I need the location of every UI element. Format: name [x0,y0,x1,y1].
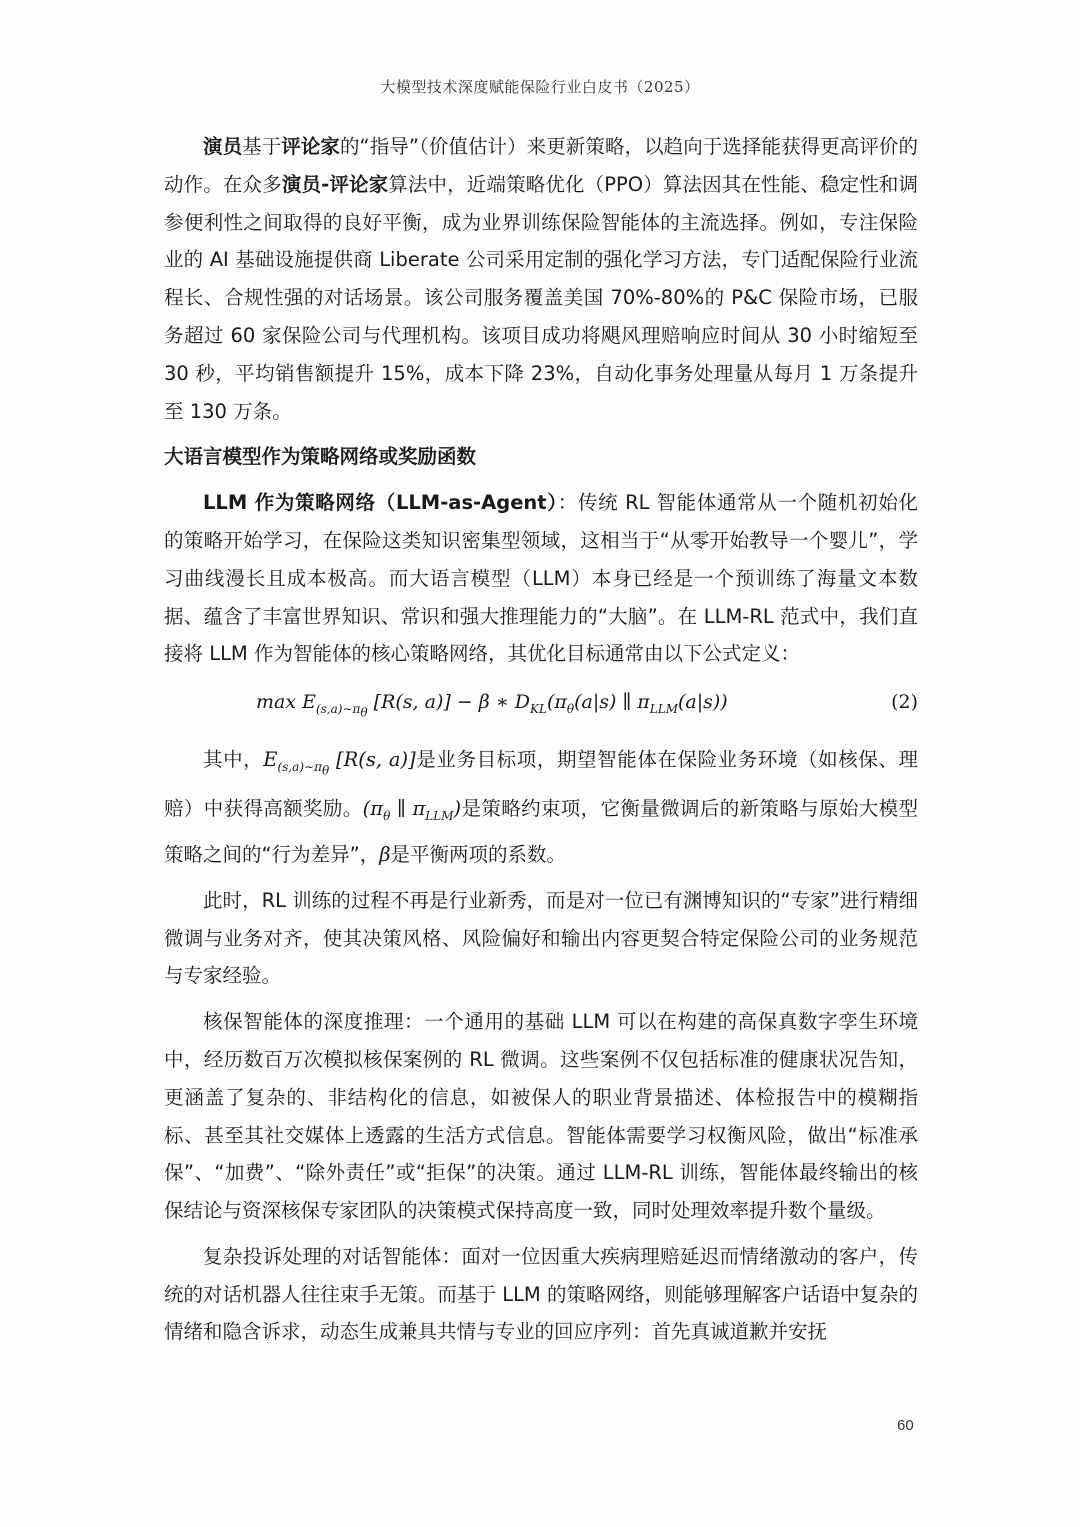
term-actor-critic: 演员-评论家 [281,172,389,196]
text: ：传统 RL 智能体通常从一个随机初始化的策略开始学习，在保险这类知识密集型领域，这相当于“从零开始教导一个婴儿”，学习曲线漫长且成本极高。而大语言模型（LLM）本身已经是一个预训练了海量文本数据、蕴含了丰富世界知识、常识和强大推理能力的“大脑”。在 LLM-RL 范式中，我们直接将 LLM 作为智能体的核心策略网络，其优化目标通常由以下公式定义： [164,491,919,666]
page-number: 60 [897,1417,914,1434]
term-llm-as-agent: LLM 作为策略网络（LLM-as-Agent） [203,491,558,515]
paragraph-expert-finetune: 此时，RL 训练的过程不再是行业新秀，而是对一位已有渊博知识的“专家”进行精细微调与业务对齐，使其决策风格、风险偏好和输出内容更契合特定保险公司的业务规范与专家经验。 [164,888,918,988]
paragraph-formula-explanation: 其中，$E_{(s,a)\sim\pi_\theta}$ [R(s, a)]是业务目标项，期望智能体在保险业务环境（如核保、理赔）中获得高额奖励。($\pi_\theta$ ∥ $\pi_{LLM}$)是策略约束项，它衡量微调后的新策略与原始大模型策略之间的“行为差异”，β是平衡两项的系数。 [164,748,918,866]
page-header: 大模型技术深度赋能保险行业白皮书（2025） [380,78,700,96]
text: 算法中，近端策略优化（PPO）算法因其在性能、稳定性和调参便利性之间取得的良好平衡，成为业界训练保险智能体的主流选择。例如，专注保险业的 AI 基础设施提供商 Liberate 公司采用定制的强化学习方法，专门适配保险行业流程长、合规性强的对话场景。该公司服务覆盖美国 70%-80%的 P&C 保险市场，已服务超过 60 家保险公司与代理机构。该项目成功将飓风理赔响应时间从 30 小时缩短至 30 秒，平均销售额提升 15%，成本下降 23%，自动化事务处理量从每月 1 万条提升至 130 万条。 [164,172,919,423]
text: 的“指导”（价值估计）来更新策略，以趋向于选择能获得更高评价的动作。在众多 [164,135,918,196]
formula-number: (2) [891,691,918,714]
paragraph-underwriting-agent: 核保智能体的深度推理：一个通用的基础 LLM 可以在构建的高保真数字孪生环境中，经历数百万次模拟核保案例的 RL 微调。这些案例不仅包括标准的健康状况告知，更涵盖了复杂的、非结构化的信息，如被保人的职业背景描述、体检报告中的模糊指标、甚至其社交媒体上透露的生活方式信息。智能体需要学习权衡风险，做出“标准承保”、“加费”、“除外责任”或“拒保”的决策。通过 LLM-RL 训练，智能体最终输出的核保结论与资深核保专家团队的决策模式保持高度一致，同时处理效率提升数个量级。 [164,1010,918,1223]
term-critic: 评论家 [281,135,340,158]
paragraph-llm-as-agent [164,484,918,673]
paragraph-complaint-agent: 复杂投诉处理的对话智能体：面对一位因重大疾病理赔延迟而情绪激动的客户，传统的对话机器人往往束手无策。而基于 LLM 的策略网络，则能够理解客户话语中复杂的情绪和隐含诉求，动态生成兼具共情与专业的回应序列：首先真诚道歉并安抚 [164,1244,918,1344]
formula-expression: $\max E_{(s,a)\sim\pi_\theta}$ [R(s, a)] − β ∗ $D_{KL}(\pi_\theta(a|s)$ ∥ $\pi_{LLM}(a|s)$) [256,691,728,720]
text: 基于 [242,135,282,158]
page-body [164,128,918,1351]
paragraph-ppo [164,128,918,430]
section-heading: 大语言模型作为策略网络或奖励函数 [164,445,477,469]
term-actor: 演员 [203,135,243,158]
formula-2 [164,685,918,731]
